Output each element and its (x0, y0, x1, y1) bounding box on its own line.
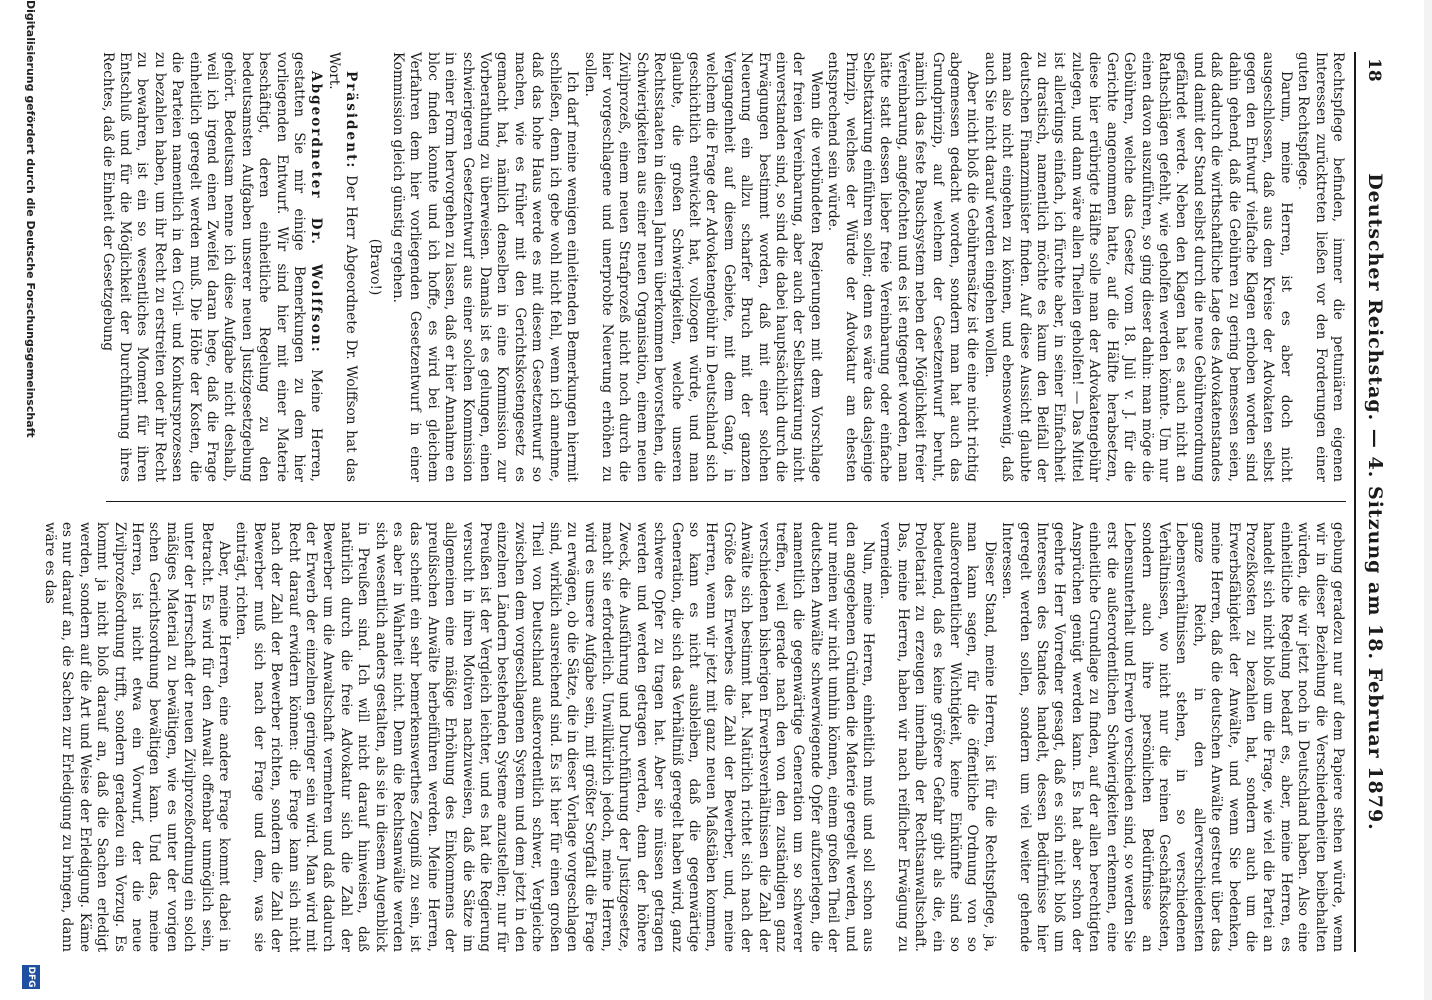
applause-note: (Bravo!) (366, 238, 383, 296)
president-remark (324, 52, 359, 482)
deputy-speech (98, 52, 324, 482)
speech-text: Der Herr Abgeordnete Dr. Wolffson hat das Wort. (325, 52, 360, 483)
left-column (99, 52, 1346, 483)
speaker-deputy: Abgeordneter Dr. Wolffson: (308, 71, 325, 354)
paragraph: Aber nicht bloß die Gebührensätze ist die eine nicht richtig abgemessen gedacht worden, sondern man hat auch das Grundprinzip, auf welchem der Gesetzentwurf beruht, nämlich das feste Pauschsystem neben der Möglichkeit freier Vereinbarung, angefochten und es ist entgegnet worden, man hätte statt dessen lieber freie Vereinbarung oder einfache Selbsttaxirung einführen sollen; denn es wäre das dasjenige Prinzip, welches der Würde der Advokatur am ehesten entsprechend sein würde. (825, 52, 981, 482)
page-header (1352, 52, 1386, 952)
page-number: 18 (1364, 58, 1384, 82)
funding-credit: Digitalisierung gefördert durch die Deutsche Forschungsgemeinschaft (24, 0, 37, 438)
header-rule (1354, 52, 1356, 952)
paragraph: Darum, meine Herren, ist es aber doch nicht ausgeschlossen, daß aus dem Kreise der Advokaten selbst gegen den Entwurf vielfache Klagen erhoben worden sind dahin gehend, daß die Gebühren zu gering bemessen seien, daß dadurch die wirthschaftliche Lage des Advokatenstandes und damit der Stand selbst durch die neue Gebührenordnung gefährdet werde. Neben den Klagen hat es auch nicht an Rathschlägen gefehlt, wie geholfen werden könnte. Um nur einen davon auszuführen, so ging dieser dahin: man möge die Gebühren, welche das Gesetz vom 18. Juli v. J. für die Gerichte angenommen hatte, auf die Hälfte herabsetzen, diese hier erübrigte Hälfte solle man der Advokatengebühr zulegen, und dann wäre allen Theilen geholfen! — Das Mittel ist allerdings einfach, ich fürchte aber, in seiner Einfachheit zu drastisch, namentlich möchte es kaum den Beifall der deutschen Finanzminister finden. Auf diese Aussicht glaubte man also nicht eingehen zu können, und ebensowenig, daß auch Sie nicht darauf werden eingehen wollen. (981, 52, 1294, 482)
right-column (41, 522, 1346, 952)
paragraph: gebung geradezu nur auf dem Papiere stehen würde, wenn wir in dieser Beziehung die Verschiedenheiten beibehalten würden, die wir jetzt noch in Deutschland haben. Also eine einheitliche Regelung bedarf es, aber, meine Herren, es handelt sich nicht bloß um die Frage, wie viel die Partei an Prozeßkosten zu bezahlen hat, sondern auch um die Erwerbsfähigkeit der Anwälte, und wenn Sie bedenken, meine Herren, daß die deutschen Anwälte gestreut über das ganze Reich, in den allerverschiedensten Lebensverhältnissen stehen, in so verschiedenen Verhältnissen, wo nicht nur die reinen Geschäftskosten, sondern auch ihre persönlichen Bedürfnisse an Lebensunterhalt und Erwerb verschieden sind, so werden Sie erst die außerordentlichen Schwierigkeiten erkennen, eine einheitliche Grundlage zu finden, auf der allen berechtigten Ansprüchen genügt werden kann. Es hat aber schon der geehrte Herr Vorredner gesagt, daß es sich nicht bloß um Interessen des Standes handelt, dessen Bedürfnisse hier geregelt werden sollen, sondern um viel weiter gehende Interessen. (999, 522, 1346, 952)
paragraph: Dieser Stand, meine Herren, ist für die Rechtspflege, ja, man kann sagen, für die öffentliche Ordnung von so außerordentlicher Wichtigkeit, keine Einkünfte sind so bedeutend, daß es keine größere Gefahr gibt als die, ein Proletariat zu erzeugen innerhalb der Rechtsanwaltschaft. Das, meine Herren, haben wir nach reiflicher Erwägung zu vermeiden. (877, 522, 998, 952)
paragraph: Wenn die verbündeten Regierungen mit dem Vorschlage der freien Vereinbarung, aber auch der Selbsttaxirung nicht einverstanden sind, so sind die dabei hauptsächlich durch die Erwägungen bestimmt worden, daß mit einer solchen Neuerung ein allzu scharfer Bruch mit der ganzen Vergangenheit auf diesem Gebiete, mit dem Gang, in welchem die Frage der Advokatengebühr in Deutschland sich geschichtlich entwickelt hat, vollzogen würde, und man glaubte, die großen Schwierigkeiten, welche unseren Rechtsstaaten in diesen Jahren überkommen bevorstehen, die Schwierigkeiten aus einer neuen Organisation, einem neuen Zivilprozeß, einem neuen Strafprozeß nicht noch durch die hier vorgeschlagene und unerprobte Neuerung erhöhen zu sollen. (581, 52, 824, 482)
speaker-president: Präsident: (343, 71, 360, 170)
scan-edge (1424, 0, 1432, 1000)
digitization-footer (16, 0, 42, 1000)
speech-text: Meine Herren, gestatten Sie mir einige Bemerkungen zu dem hier vorliegenden Entwurf. Wir sind hier mit einer Materie beschäftigt, deren einheitliche Regelung zu den bedeutsamsten Aufgaben unserer neuen Justizgesetzgebung gehört. Bedeutsam nenne ich diese Aufgabe nicht deshalb, weil ich irgend einen Zweifel daran hege, daß die Frage einheitlich geregelt werden muß. Die Höhe der Kosten, die die Parteien namentlich in den Civil- und Konkursprozessen zu bezahlen haben, um ihr Recht zu erstreiten oder ihr Recht zu bewahren, ist ein so wesentliches Moment für ihren Entschluß und für die Möglichkeit der Durchführung ihres Rechtes, daß die Einheit der Gesetzgebung (99, 52, 325, 482)
page-content (41, 52, 1386, 952)
paragraph: Ich darf meine wenigen einleitenden Bemerkungen hiermit schließen, denn ich gebe wohl nicht fehl, wenn ich annehme, daß das hohe Haus werde es mit diesem Gesetzentwurf so machen, wie es früher mit den Gerichtskostengesetz es gemacht hat, nämlich denselben in eine Kommission zur Vorberathung zu überweisen. Damals ist es gelungen, einen schwierigeren Gesetzentwurf aus einer solchen Kommission in einer Form hervorgehen zu lassen, daß er hier Annahme en bloc finden konnte und ich hoffe, es wird bei gleichem Verfahren dem hier vorliegenden Gesetzentwurf in einer Kommission gleich günstig ergehen. (390, 52, 581, 482)
paragraph: Aber, meine Herren, eine andere Frage kommt dabei in Betracht. Es wird für den Anwalt offenbar unmöglich sein, unter der Herrschaft der neuen Zivilprozeßordnung ein solch mäßiges Material zu bewältigen, wie es unter der vorigen schen Gerichtsordnung bewältigen kann. Und das, meine Herren, ist nicht etwa ein Vorwurf, der die neue Zivilprozeßordnung trifft, sondern geradezu ein Vorzug. Es kommt ja nicht bloß darauf an, daß die Sachen erledigt werden, sondern auf die Art und Weise der Erledigung. Käme es nur darauf an, die Sachen zur Erledigung zu bringen, dann wäre es das (41, 522, 232, 952)
column-divider (106, 501, 1346, 502)
paragraph: Nun, meine Herren, einheitlich muß und soll schon aus den angegebenen Gründen die Materie geregelt werden, und nur meinen wir nicht umhin können, einem großen Theil der deutschen Anwälte schwerwiegende Opfer aufzuerlegen, die namentlich die gegenwärtige Generation um so schwerer treffen, weil gerade nach den von den zuständigen ganz verschiedenen bisherigen Erwerbsverhältnissen die Zahl der Anwälte sich bestimmt hat. Natürlich richtet sich nach der Größe des Erwerbes die Zahl der Bewerber, und, meine Herren, wenn wir jetzt mit ganz neuen Maßstäben kommen, so kann es nicht ausbleiben, daß die gegenwärtige Generation, die sich das Verhältniß geregelt haben wird, ganz schwere Opfer zu tragen hat. Aber sie müssen getragen werden und werden getragen werden, denn der höhere Zweck, die Ausführung und Durchführung der Justizgesetze, macht sie erforderlich. Unwillkürlich jedoch, meine Herren, wird es unsere Aufgabe sein, mit größter Sorgfalt die Frage zu erwägen, ob die Sätze, die in dieser Vorlage vorgeschlagen sind, wirklich ausreichend sind. Es ist hier für einen großen Theil von Deutschland außerordentlich schwer, Vergleiche zwischen dem vorgeschlagenen System und dem jetzt in den einzelnen Ländern bestehenden Systeme anzustellen; nur für Preußen ist der Vergleich leichter, und es hat die Regierung versucht in ihren Motiven nachzuweisen, daß die Sätze im allgemeinen eine mäßige Erhöhung des Einkommens der preußischen Anwälte herbeiführen werden. Meine Herren, das scheint ein sehr bemerkenswerthes Zeugniß zu sein, ist es aber in Wahrheit nicht. Denn die Rechtsanwälte werden sich wesentlich anders gestalten, als sie in diesem Augenblick in Preußen sind. Ich will nicht darauf hinweisen, daß natürlich durch die freie Advokatur sich die Zahl der Bewerber um die Anwaltschaft vermehren und daß dadurch der Erwerb der einzelnen geringer sein wird. Man wird mit Recht darauf erwidern können: die Frage kann sich nicht nach der Zahl der Bewerber richten, sondern die Zahl der Bewerber muß sich nach der Frage und dem, was sie einträgt, richten. (233, 522, 877, 952)
paragraph: Rechtspflege befinden, immer die petuniären eigenen Interessen zurücktreten ließen vor den Forderungen einer guten Rechtspflege. (1295, 52, 1346, 482)
running-title: Deutscher Reichstag. — 4. Sitzung am 18. Februar 1879. (1364, 173, 1386, 831)
dfg-logo-icon: DFG (22, 965, 40, 989)
